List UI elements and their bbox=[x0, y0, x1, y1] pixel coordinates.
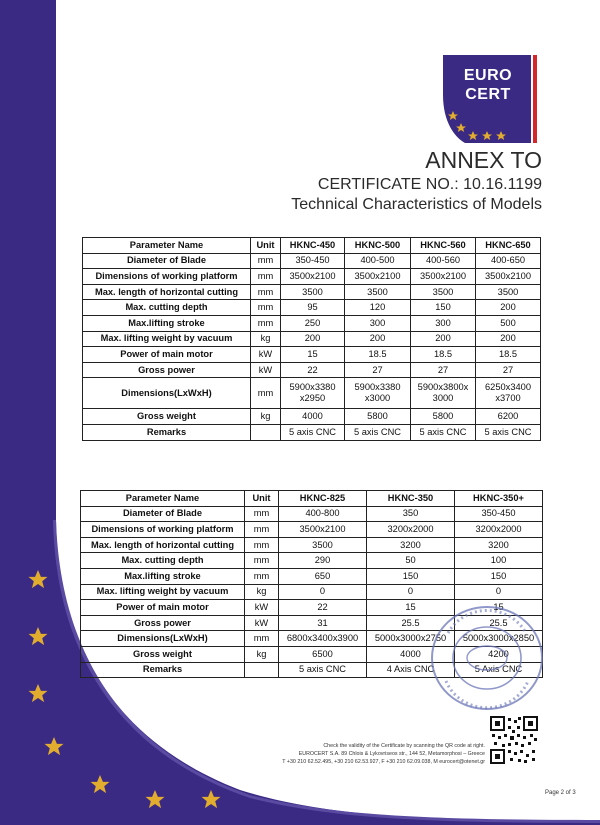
parameter-name-cell: Dimensions(LxWxH) bbox=[81, 631, 245, 647]
value-cell: 22 bbox=[279, 600, 367, 616]
value-cell: 31 bbox=[279, 615, 367, 631]
value-cell: 18.5 bbox=[345, 347, 411, 363]
value-cell: 0 bbox=[279, 584, 367, 600]
value-cell: 3500x2100 bbox=[279, 522, 367, 538]
value-cell: 6800x3400x3900 bbox=[279, 631, 367, 647]
value-cell: 6250x3400 x3700 bbox=[476, 378, 541, 409]
value-cell: 400-500 bbox=[345, 253, 411, 269]
value-cell: 22 bbox=[281, 362, 345, 378]
value-cell: 100 bbox=[455, 553, 543, 569]
value-cell: 3500x2100 bbox=[476, 269, 541, 285]
value-cell: 3500 bbox=[476, 284, 541, 300]
value-cell: 0 bbox=[455, 584, 543, 600]
header-cell: Unit bbox=[245, 491, 279, 507]
table-row bbox=[83, 331, 541, 347]
value-cell: 3500x2100 bbox=[411, 269, 476, 285]
star-icon bbox=[146, 790, 165, 808]
value-cell: 300 bbox=[411, 315, 476, 331]
table-row bbox=[83, 300, 541, 316]
unit-cell bbox=[245, 662, 279, 678]
star-icon bbox=[29, 684, 48, 702]
unit-cell: mm bbox=[251, 269, 281, 285]
header-cell: HKNC-650 bbox=[476, 238, 541, 254]
annex-heading: ANNEX TO bbox=[425, 147, 542, 173]
value-cell: 4 Axis CNC bbox=[367, 662, 455, 678]
value-cell: 3200x2000 bbox=[367, 522, 455, 538]
unit-cell: mm bbox=[245, 631, 279, 647]
value-cell: 200 bbox=[281, 331, 345, 347]
unit-cell: kW bbox=[245, 615, 279, 631]
unit-cell: mm bbox=[245, 553, 279, 569]
parameter-name-cell: Gross power bbox=[83, 362, 251, 378]
unit-cell: kg bbox=[245, 646, 279, 662]
star-icon bbox=[29, 627, 48, 645]
unit-cell: kW bbox=[245, 600, 279, 616]
subtitle: Technical Characteristics of Models bbox=[291, 196, 542, 213]
value-cell: 400-800 bbox=[279, 506, 367, 522]
unit-cell: mm bbox=[251, 315, 281, 331]
header-cell: HKNC-350+ bbox=[455, 491, 543, 507]
table-row bbox=[83, 362, 541, 378]
header-cell: Parameter Name bbox=[81, 491, 245, 507]
value-cell: 3500 bbox=[281, 284, 345, 300]
value-cell: 5900x3380 x2950 bbox=[281, 378, 345, 409]
value-cell: 350 bbox=[367, 506, 455, 522]
parameter-name-cell: Max.lifting stroke bbox=[81, 568, 245, 584]
value-cell: 3500x2100 bbox=[281, 269, 345, 285]
parameter-name-cell: Max. cutting depth bbox=[81, 553, 245, 569]
unit-cell: kg bbox=[251, 409, 281, 425]
parameter-name-cell: Dimensions of working platform bbox=[81, 522, 245, 538]
value-cell: 25.5 bbox=[455, 615, 543, 631]
footer-line: EUROCERT S.A. 89 Chlois & Lykovriseos str., 144 52, Metamorphosi – Greece bbox=[298, 751, 485, 757]
table-row bbox=[83, 284, 541, 300]
value-cell: 150 bbox=[367, 568, 455, 584]
value-cell: 3200x2000 bbox=[455, 522, 543, 538]
eurocert-logo bbox=[443, 55, 543, 151]
unit-cell: kg bbox=[245, 584, 279, 600]
value-cell: 15 bbox=[281, 347, 345, 363]
value-cell: 290 bbox=[279, 553, 367, 569]
unit-cell: mm bbox=[245, 506, 279, 522]
table-row bbox=[81, 537, 543, 553]
value-cell: 27 bbox=[411, 362, 476, 378]
value-cell: 400-560 bbox=[411, 253, 476, 269]
unit-cell: mm bbox=[245, 522, 279, 538]
value-cell: 350-450 bbox=[281, 253, 345, 269]
value-cell: 5800 bbox=[345, 409, 411, 425]
parameter-name-cell: Power of main motor bbox=[83, 347, 251, 363]
page-number: Page 2 of 3 bbox=[545, 790, 576, 796]
table-row bbox=[83, 269, 541, 285]
models-table-1 bbox=[82, 237, 541, 441]
value-cell: 200 bbox=[476, 300, 541, 316]
unit-cell: kW bbox=[251, 347, 281, 363]
value-cell: 150 bbox=[411, 300, 476, 316]
table-header-row bbox=[83, 238, 541, 254]
unit-cell: mm bbox=[245, 568, 279, 584]
value-cell: 4000 bbox=[367, 646, 455, 662]
footer-line: Check the validity of the Certificate by scanning the QR code at right. bbox=[323, 743, 485, 749]
value-cell: 27 bbox=[345, 362, 411, 378]
logo-text-euro: EURO bbox=[463, 67, 513, 84]
parameter-name-cell: Dimensions of working platform bbox=[83, 269, 251, 285]
value-cell: 15 bbox=[367, 600, 455, 616]
parameter-name-cell: Power of main motor bbox=[81, 600, 245, 616]
table-row bbox=[81, 553, 543, 569]
value-cell: 18.5 bbox=[411, 347, 476, 363]
parameter-name-cell: Diameter of Blade bbox=[83, 253, 251, 269]
unit-cell: mm bbox=[251, 284, 281, 300]
table-row bbox=[83, 253, 541, 269]
value-cell: 200 bbox=[476, 331, 541, 347]
parameter-name-cell: Diameter of Blade bbox=[81, 506, 245, 522]
value-cell: 3500 bbox=[345, 284, 411, 300]
value-cell: 400-650 bbox=[476, 253, 541, 269]
table-header-row bbox=[81, 491, 543, 507]
table-row bbox=[83, 347, 541, 363]
header-cell: Unit bbox=[251, 238, 281, 254]
parameter-name-cell: Remarks bbox=[83, 424, 251, 440]
footer-contact bbox=[240, 742, 485, 766]
star-icon bbox=[91, 775, 110, 793]
parameter-name-cell: Gross weight bbox=[83, 409, 251, 425]
unit-cell: kg bbox=[251, 331, 281, 347]
parameter-name-cell: Dimensions(LxWxH) bbox=[83, 378, 251, 409]
value-cell: 27 bbox=[476, 362, 541, 378]
parameter-name-cell: Max. length of horizontal cutting bbox=[83, 284, 251, 300]
star-icon bbox=[202, 790, 221, 808]
value-cell: 650 bbox=[279, 568, 367, 584]
value-cell: 5 axis CNC bbox=[281, 424, 345, 440]
value-cell: 3500x2100 bbox=[345, 269, 411, 285]
parameter-name-cell: Max. lifting weight by vacuum bbox=[81, 584, 245, 600]
unit-cell: mm bbox=[251, 378, 281, 409]
table-row bbox=[81, 506, 543, 522]
value-cell: 0 bbox=[367, 584, 455, 600]
parameter-name-cell: Max. cutting depth bbox=[83, 300, 251, 316]
unit-cell bbox=[251, 424, 281, 440]
parameter-name-cell: Max. lifting weight by vacuum bbox=[83, 331, 251, 347]
value-cell: 5 axis CNC bbox=[279, 662, 367, 678]
value-cell: 5900x3800x 3000 bbox=[411, 378, 476, 409]
value-cell: 150 bbox=[455, 568, 543, 584]
parameter-name-cell: Remarks bbox=[81, 662, 245, 678]
value-cell: 200 bbox=[411, 331, 476, 347]
value-cell: 5000x3000x2850 bbox=[455, 631, 543, 647]
value-cell: 5 axis CNC bbox=[345, 424, 411, 440]
value-cell: 250 bbox=[281, 315, 345, 331]
eurocert-seal-stamp bbox=[428, 603, 546, 713]
table-row bbox=[81, 522, 543, 538]
value-cell: 5 axis CNC bbox=[411, 424, 476, 440]
certificate-number: CERTIFICATE NO.: 10.16.1199 bbox=[317, 176, 542, 193]
footer-line: T +30 210 62.52.495, +30 210 62.53.927, F +30 210 62.09.038, M eurocert@otenet.gr bbox=[282, 759, 485, 765]
parameter-name-cell: Gross weight bbox=[81, 646, 245, 662]
value-cell: 5 axis CNC bbox=[476, 424, 541, 440]
value-cell: 3200 bbox=[455, 537, 543, 553]
parameter-name-cell: Gross power bbox=[81, 615, 245, 631]
value-cell: 3500 bbox=[279, 537, 367, 553]
unit-cell: mm bbox=[251, 300, 281, 316]
value-cell: 18.5 bbox=[476, 347, 541, 363]
value-cell: 3200 bbox=[367, 537, 455, 553]
value-cell: 120 bbox=[345, 300, 411, 316]
unit-cell: kW bbox=[251, 362, 281, 378]
value-cell: 5000x3000x2750 bbox=[367, 631, 455, 647]
header-cell: HKNC-450 bbox=[281, 238, 345, 254]
table-row bbox=[81, 568, 543, 584]
table-row bbox=[83, 378, 541, 409]
value-cell: 200 bbox=[345, 331, 411, 347]
table-row bbox=[83, 409, 541, 425]
value-cell: 4000 bbox=[281, 409, 345, 425]
qr-code-icon[interactable] bbox=[490, 716, 538, 764]
value-cell: 95 bbox=[281, 300, 345, 316]
header-cell: HKNC-825 bbox=[279, 491, 367, 507]
value-cell: 6200 bbox=[476, 409, 541, 425]
logo-text-cert: CERT bbox=[465, 86, 511, 103]
star-icon bbox=[45, 737, 64, 755]
parameter-name-cell: Max. length of horizontal cutting bbox=[81, 537, 245, 553]
table-row bbox=[83, 424, 541, 440]
value-cell: 15 bbox=[455, 600, 543, 616]
parameter-name-cell: Max.lifting stroke bbox=[83, 315, 251, 331]
value-cell: 25.5 bbox=[367, 615, 455, 631]
value-cell: 300 bbox=[345, 315, 411, 331]
value-cell: 3500 bbox=[411, 284, 476, 300]
value-cell: 5800 bbox=[411, 409, 476, 425]
table-row bbox=[83, 315, 541, 331]
value-cell: 350-450 bbox=[455, 506, 543, 522]
value-cell: 5900x3380 x3000 bbox=[345, 378, 411, 409]
unit-cell: mm bbox=[245, 537, 279, 553]
unit-cell: mm bbox=[251, 253, 281, 269]
value-cell: 500 bbox=[476, 315, 541, 331]
header-cell: HKNC-500 bbox=[345, 238, 411, 254]
header-cell: Parameter Name bbox=[83, 238, 251, 254]
header-cell: HKNC-350 bbox=[367, 491, 455, 507]
table-row bbox=[81, 584, 543, 600]
star-icon bbox=[29, 570, 48, 588]
value-cell: 50 bbox=[367, 553, 455, 569]
value-cell: 5 Axis CNC bbox=[455, 662, 543, 678]
value-cell: 6500 bbox=[279, 646, 367, 662]
header-cell: HKNC-560 bbox=[411, 238, 476, 254]
value-cell: 4200 bbox=[455, 646, 543, 662]
